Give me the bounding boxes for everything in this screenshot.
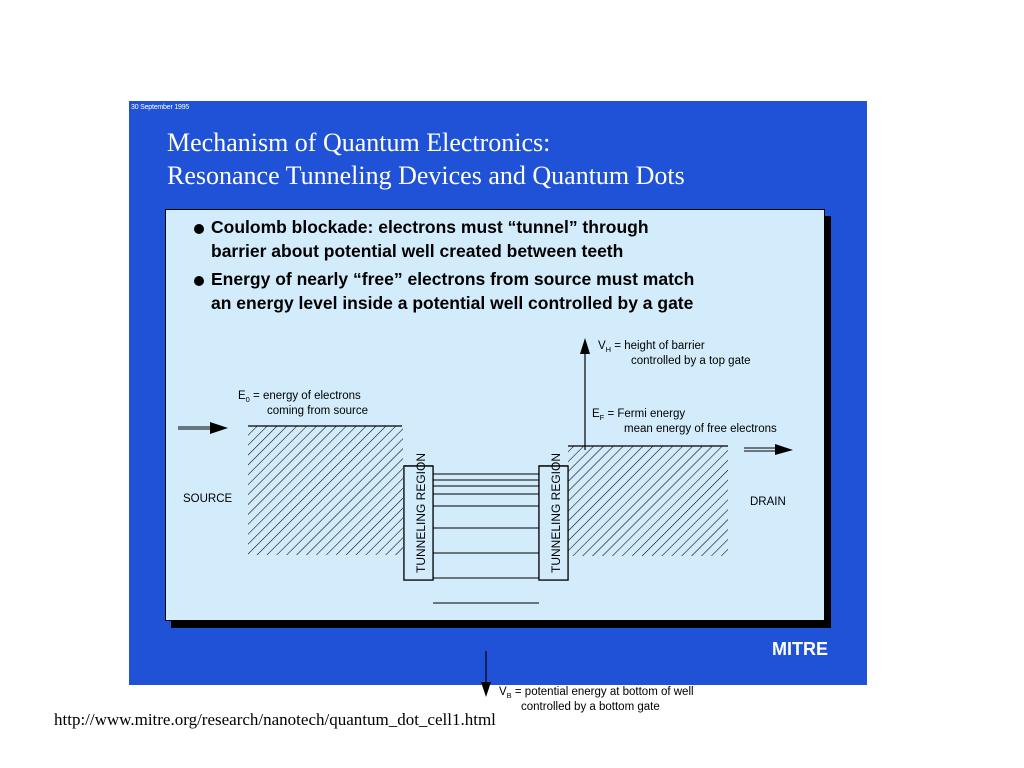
bullet-1-line2: barrier about potential well created between teeth — [211, 241, 624, 261]
energy-levels — [433, 474, 539, 603]
slide-date: 30 September 1995 — [131, 104, 190, 111]
vb-sublabel: controlled by a bottom gate — [521, 701, 660, 713]
slide — [129, 101, 867, 713]
slide-title-line2: Resonance Tunneling Devices and Quantum Dots — [167, 161, 685, 190]
slide-title-line1: Mechanism of Quantum Electronics: — [167, 128, 551, 157]
vh-label: $V_H$ = height of barrier — [598, 340, 705, 354]
vh-sublabel: controlled by a top gate — [631, 355, 751, 367]
source-label: SOURCE — [183, 493, 233, 505]
e0-sublabel: coming from source — [267, 405, 368, 417]
e0-label: $E_0$ = energy of electrons — [238, 390, 361, 404]
vb-label: $V_B$ = potential energy at bottom of well — [499, 686, 694, 700]
source-region — [248, 426, 403, 555]
drain-label: DRAIN — [750, 496, 786, 508]
ef-sublabel: mean energy of free electrons — [624, 423, 777, 435]
bullet-1-line1: Coulomb blockade: electrons must “tunnel” through — [211, 217, 649, 237]
drain-region — [568, 446, 728, 556]
ef-label: $E_F$ = Fermi energy — [592, 408, 686, 422]
outgoing-arrow — [744, 444, 793, 455]
caption-url: http://www.mitre.org/research/nanotech/quantum_dot_cell1.html — [54, 710, 496, 729]
bullet-2-line1: Energy of nearly “free” electrons from source must match — [211, 269, 695, 289]
vh-arrow — [580, 338, 590, 450]
incoming-arrow — [178, 422, 228, 434]
mitre-logo: MITRE — [772, 639, 828, 659]
vb-arrow — [481, 651, 491, 697]
tunnel-label-left: TUNNELING REGION — [414, 452, 428, 573]
tunnel-label-right: TUNNELING REGION — [549, 452, 563, 573]
bullet-2-line2: an energy level inside a potential well controlled by a gate — [211, 293, 694, 313]
